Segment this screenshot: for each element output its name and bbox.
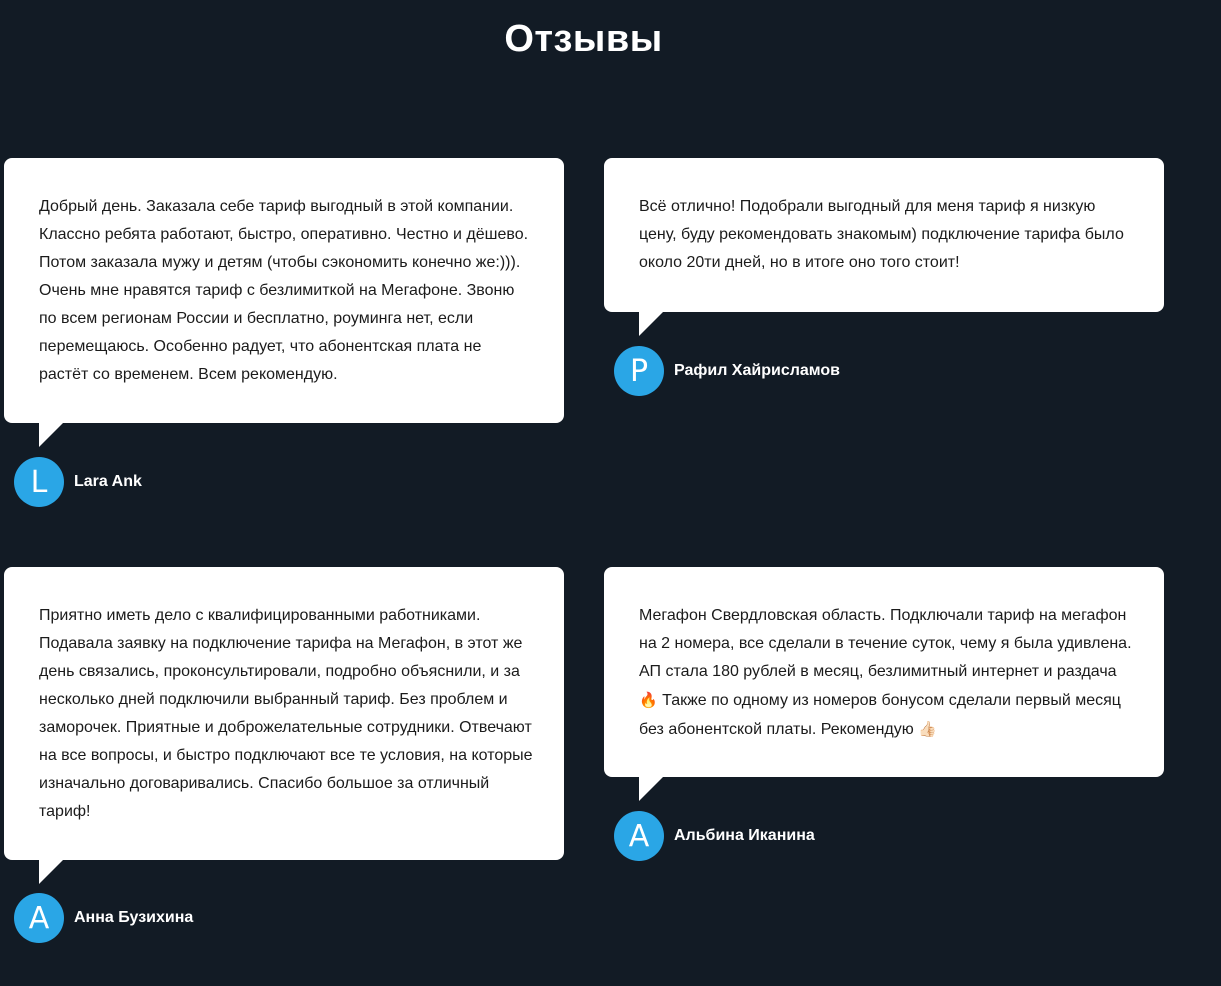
author-name: Альбина Иканина [674, 827, 815, 844]
review-bubble [4, 158, 564, 423]
author-name: Анна Бузихина [74, 909, 194, 926]
avatar: Р [614, 346, 664, 396]
bubble-tail [639, 312, 663, 336]
bubble-tail [39, 860, 63, 884]
fire-icon: 🔥 [639, 691, 658, 709]
review-author [614, 811, 815, 861]
review-card [604, 567, 1164, 854]
thumbs-up-icon: 👍🏻 [918, 720, 937, 738]
section-title: Отзывы [504, 18, 663, 60]
review-text: Добрый день. Заказала себе тариф выгодный в этой компании. Классно ребята работают, быстро, оперативно. Честно и дёшево. Потом заказала мужу и детям (чтобы сэкономить конечно же:))). Очень мне нравятся тариф с безлимиткой на Мегафоне. Звоню по всем регионам России и бесплатно, роуминга нет, если перемещаюсь. Особенно радует, что абонентская плата не растёт со временем. Всем рекомендую. [39, 198, 529, 383]
bubble-tail [39, 423, 63, 447]
review-author [14, 457, 142, 507]
review-card [4, 567, 564, 936]
review-text: Приятно иметь дело с квалифицированными работниками. Подавала заявку на подключение тарифа на Мегафон, в этот же день связались, проконсультировали, подробно объяснили, и за несколько дней подключили выбранный тариф. Без проблем и заморочек. Приятные и доброжелательные сотрудники. Отвечают на все вопросы, и быстро подключают все те условия, на которые изначально договаривались. Спасибо большое за отличный тариф! [39, 607, 533, 820]
review-text-part1: Мегафон Свердловская область. Подключали тариф на мегафон на 2 номера, все сделали в течение суток, чему я была удивлена. АП стала 180 рублей в месяц, безлимитный интернет и раздача [639, 607, 1132, 680]
author-name: Lara Ank [74, 473, 142, 490]
review-card [4, 158, 564, 500]
review-bubble [604, 158, 1164, 312]
review-author [614, 346, 840, 396]
avatar: А [14, 893, 64, 943]
review-bubble [4, 567, 564, 860]
author-name: Рафил Хайрисламов [674, 362, 841, 379]
review-text-part2: Также по одному из номеров бонусом сделали первый месяц без абонентской платы. Рекомендую [639, 692, 1121, 738]
avatar: L [14, 457, 64, 507]
avatar: А [614, 811, 664, 861]
bubble-tail [639, 777, 663, 801]
review-text: Всё отлично! Подобрали выгодный для меня тариф я низкую цену, буду рекомендовать знакомым) подключение тарифа было около 20ти дней, но в итоге оно того стоит! [639, 198, 1124, 271]
review-card [604, 158, 1164, 389]
review-bubble [604, 567, 1164, 777]
review-author [14, 893, 193, 943]
